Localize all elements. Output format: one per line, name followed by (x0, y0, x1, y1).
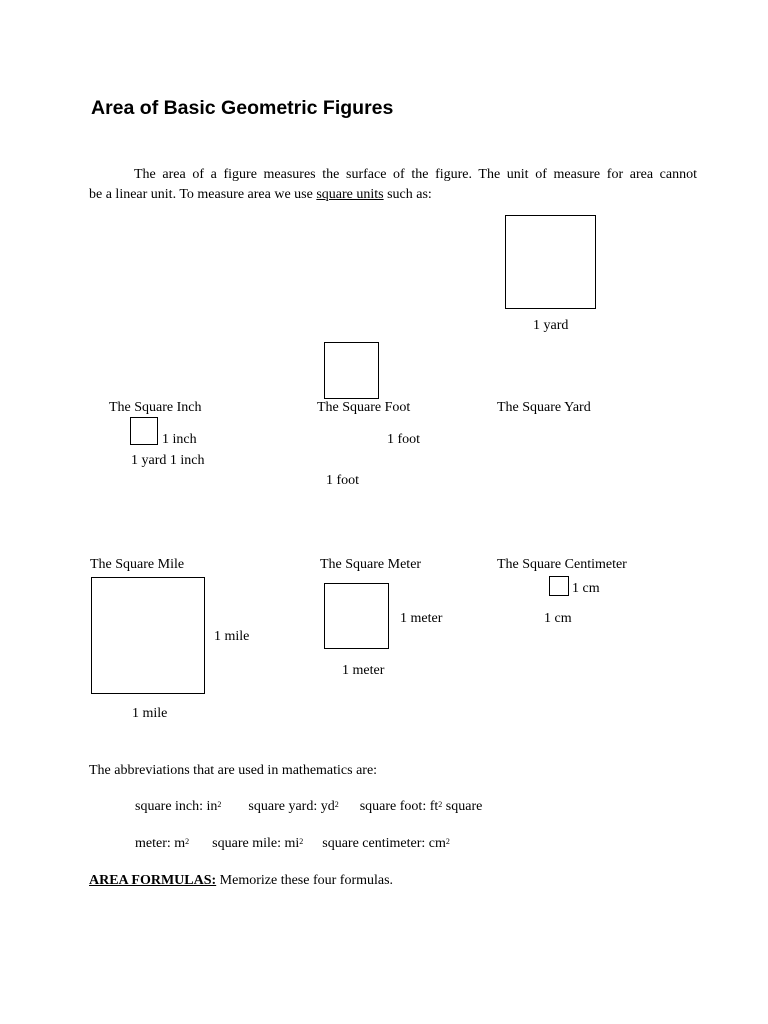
intro-line-1: The area of a figure measures the surface of the figure. The unit of measure for area cannot (134, 167, 697, 182)
square-inch-bottom-label: 1 yard 1 inch (131, 453, 205, 468)
square-foot-name: The Square Foot (317, 400, 411, 415)
square-centimeter-name: The Square Centimeter (497, 557, 627, 572)
abbreviations-intro: The abbreviations that are used in mathematics are: (89, 763, 378, 778)
abbr-square-yard: square yard: $yd^2$ (248, 799, 339, 814)
area-formulas-heading: AREA FORMULAS: (89, 873, 217, 888)
square-yard-side-label: 1 yard (533, 318, 569, 333)
abbr-square-centimeter: square centimeter: $cm^2$ (322, 836, 450, 851)
square-yard-name: The Square Yard (497, 400, 591, 415)
intro-paragraph (89, 165, 697, 205)
square-mile-box (91, 577, 205, 694)
square-meter-name: The Square Meter (320, 557, 422, 572)
intro-line-2: be a linear unit. To measure area we use square units such as: (89, 187, 432, 202)
area-formulas-line (89, 872, 393, 890)
square-units-term: square units (316, 187, 384, 202)
square-mile-bottom-label: 1 mile (132, 706, 168, 721)
abbreviations-line-2 (135, 835, 450, 853)
square-centimeter-box (549, 576, 569, 596)
abbreviations-line-1 (135, 798, 482, 816)
square-foot-box (324, 342, 379, 399)
square-foot-bottom-label: 1 foot (326, 473, 360, 488)
square-inch-box (130, 417, 158, 445)
area-formulas-text: Memorize these four formulas. (216, 873, 394, 888)
abbr-square-meter: meter: $m^2$ (135, 836, 190, 851)
square-centimeter-bottom-label: 1 cm (544, 611, 572, 626)
square-mile-right-label: 1 mile (214, 629, 250, 644)
square-centimeter-right-label: 1 cm (572, 581, 600, 596)
square-meter-box (324, 583, 389, 649)
square-inch-right-label: 1 inch (162, 432, 197, 447)
square-mile-name: The Square Mile (90, 557, 185, 572)
square-inch-name: The Square Inch (109, 400, 202, 415)
abbr-square-mile: square mile: $mi^2$ (212, 836, 304, 851)
abbr-square-foot: square foot: $ft^2$ square (359, 799, 483, 814)
square-meter-right-label: 1 meter (400, 611, 443, 626)
square-meter-bottom-label: 1 meter (342, 663, 385, 678)
square-yard-box (505, 215, 596, 309)
square-foot-right-label: 1 foot (387, 432, 421, 447)
abbr-square-inch: square inch: $in^2$ (135, 799, 222, 814)
page-title: Area of Basic Geometric Figures (91, 97, 394, 119)
